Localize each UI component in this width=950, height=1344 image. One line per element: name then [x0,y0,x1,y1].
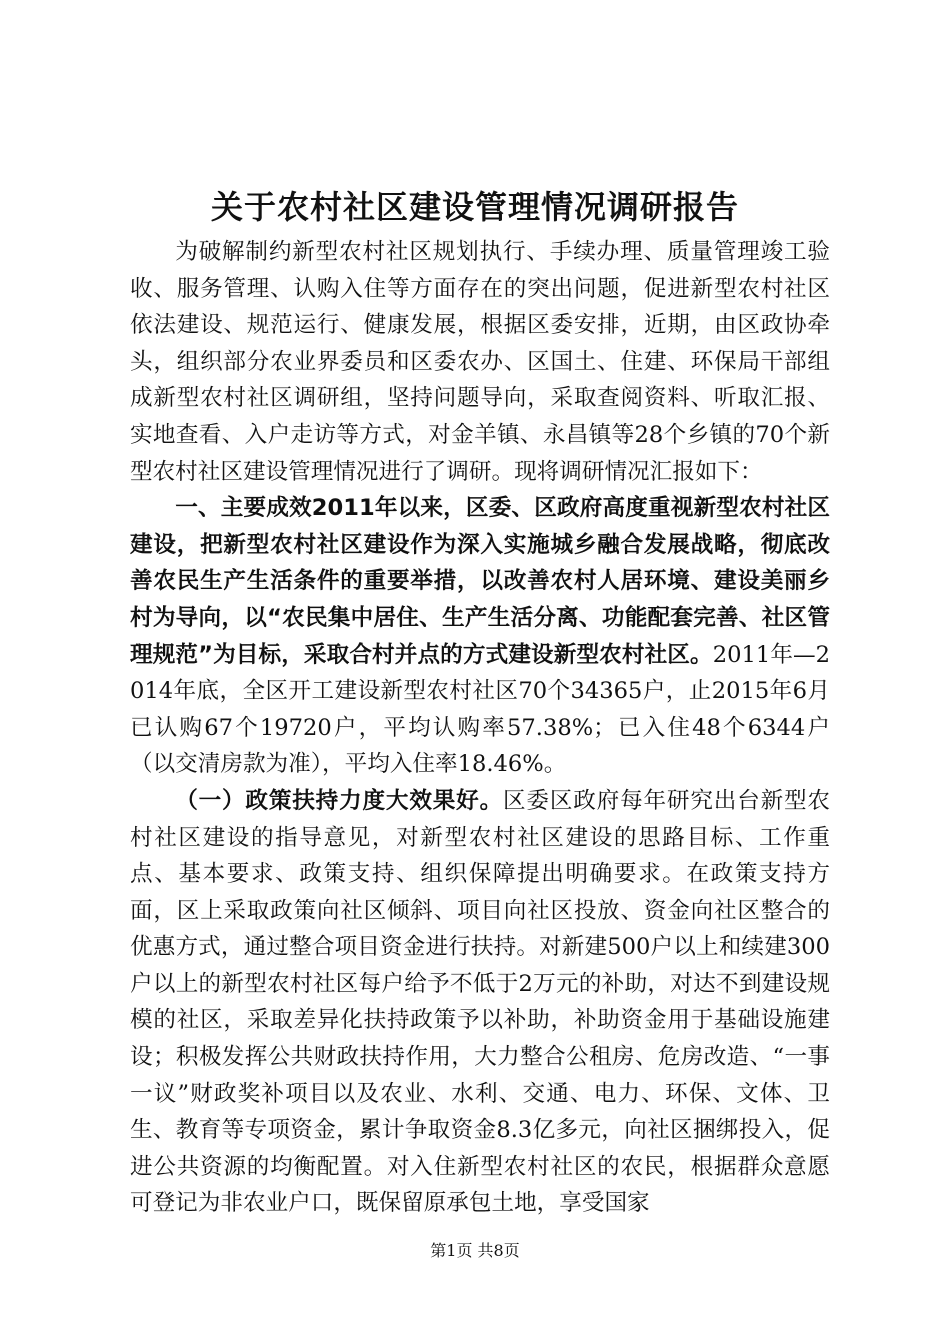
paragraph-text: 区委区政府每年研究出台新型农村社区建设的指导意见，对新型农村社区建设的思路目标、工作重点、基本要求、政策支持、组织保障提出明确要求。在政策支持方面，区上采取政策向社区倾斜、项目向社区投放、资金向社区整合的优惠方式，通过整合项目资金进行扶持。对新建500户以上和续建300户以上的新型农村社区每户给予不低于2万元的补助，对达不到建设规模的社区，采取差异化扶持政策予以补助，补助资金用于基础设施建设；积极发挥公共财政扶持作用，大力整合公租房、危房改造、“一事一议”财政奖补项目以及农业、水利、交通、电力、环保、文体、卫生、教育等专项资金，累计争取资金8.3亿多元，向社区捆绑投入，促进公共资源的均衡配置。对入住新型农村社区的农民，根据群众意愿可登记为非农业户口，既保留原承包土地，享受国家 [130,787,831,1217]
document-title: 关于农村社区建设管理情况调研报告 [210,188,739,226]
section-one-paragraph [130,490,830,783]
paragraph-text: 为破解制约新型农村社区规划执行、手续办理、质量管理竣工验收、服务管理、认购入住等方面存在的突出问题，促进新型农村社区依法建设、规范运行、健康发展，根据区委安排，近期，由区政协牵头，组织部分农业界委员和区委农办、区国土、住建、环保局干部组成新型农村社区调研组，坚持问题导向，采取查阅资料、听取汇报、实地查看、入户走访等方式，对金羊镇、永昌镇等28个乡镇的70个新型农村社区建设管理情况进行了调研。现将调研情况汇报如下： [130,239,830,485]
subsection-one-paragraph [130,783,830,1222]
document-body [130,234,830,1222]
paragraph-text: 2011年—2014年底，全区开工建设新型农村社区70个34365户，止2015年6月已认购67个19720户，平均认购率57.38%；已入住48个6344户（以交清房款为准），平均入住率18.46%。 [130,641,830,778]
intro-paragraph [130,234,830,490]
section-heading: 一、主要成效2011年以来，区委、区政府高度重视新型农村社区建设，把新型农村社区建设作为深入实施城乡融合发展战略，彻底改善农民生产生活条件的重要举措，以改善农村人居环境、建设美丽乡村为导向，以“农民集中居住、生产生活分离、功能配套完善、社区管理规范”为目标，采取合村并点的方式建设新型农村社区。 [130,495,830,668]
subsection-heading: （一）政策扶持力度大效果好。 [175,787,504,814]
page-footer: 第1页 共8页 [430,1241,520,1260]
